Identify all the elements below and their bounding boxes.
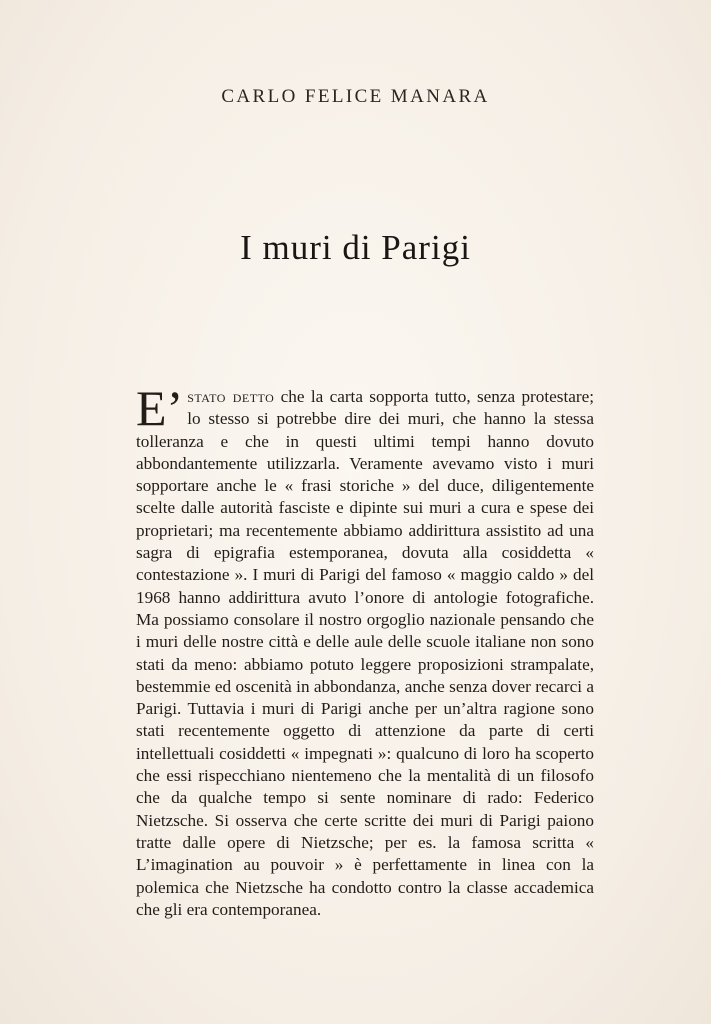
chapter-title: I muri di Parigi: [240, 228, 471, 267]
author-name: CARLO FELICE MANARA: [221, 86, 490, 107]
paragraph-text: che la carta sopporta tutto, senza protestare; lo stesso si potrebbe dire dei muri, che hanno la stessa tolleranza e che in questi ultimi tempi hanno dovuto abbondantemente utilizzarla. Veramente avevamo visto i muri sopportare anche le « frasi storiche » del duce, diligentemente scelte dalle autorità fasciste e dipinte sui muri a cura e spese dei proprietari; ma recentemente abbiamo addirittura assistito ad una sagra di epigrafia estemporanea, dovuta alla cosiddetta « contestazione ». I muri di Parigi del famoso « maggio caldo » del 1968 hanno addirittura avuto l’onore di antologie fotografiche. Ma possiamo consolare il nostro orgoglio nazionale pensando che i muri delle nostre città e delle aule delle scuole italiane non sono stati da meno: abbiamo potuto leggere proposizioni strampalate, bestemmie ed oscenità in abbondanza, anche senza dover recarci a Parigi. Tuttavia i muri di Parigi anche per un’altra ragione sono stati recentemente oggetto di attenzione da parte di certi intellettuali cosiddetti « impegnati »: qualcuno di loro ha scoperto che essi rispecchiano nientemeno che la mentalità di un filosofo che da qualche tempo si sente nominare di rado: Federico Nietzsche. Si osserva che certe scritte dei muri di Parigi paiono tratte dalle opere di Nietzsche; per es. la famosa scritta « L’imagination au pouvoir » è perfettamente in linea con la polemica che Nietzsche ha condotto contro la classe accademica che gli era contemporanea.: [136, 387, 594, 919]
body-text: [136, 380, 594, 921]
opening-words: stato detto: [187, 387, 275, 406]
drop-cap: E’: [136, 380, 184, 436]
paragraph: [136, 380, 594, 921]
